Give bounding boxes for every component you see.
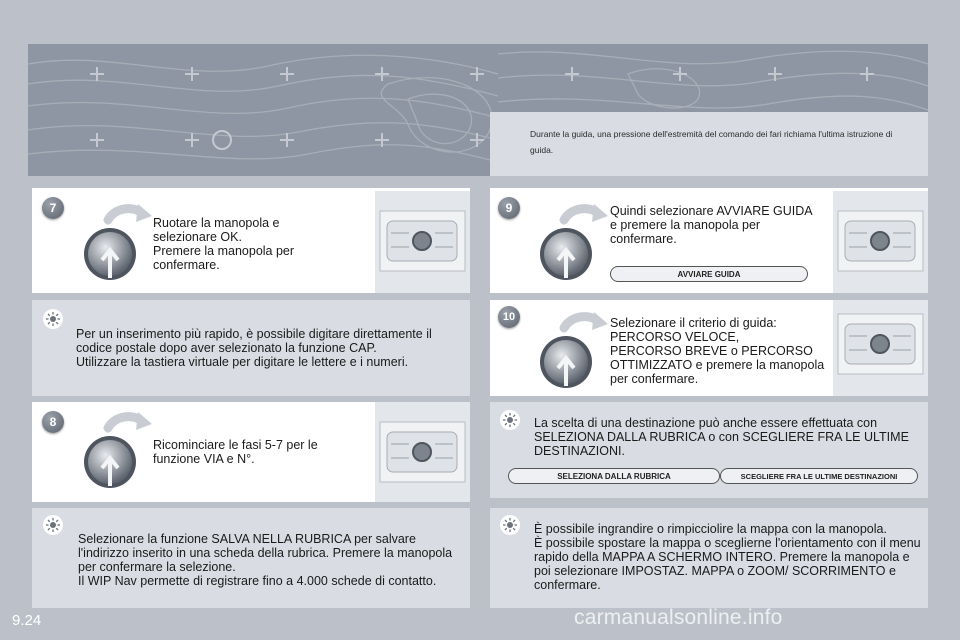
rotary-knob-icon: [80, 410, 160, 490]
radio-unit-icon: [833, 191, 928, 293]
lightbulb-icon: [43, 309, 63, 329]
rotary-knob-icon: [80, 202, 160, 282]
lightbulb-icon: [500, 410, 520, 430]
lightbulb-icon: [43, 515, 63, 535]
step-10-panel: [490, 300, 928, 396]
tip-4-text: È possibile ingrandire o rimpicciolire la mappa con la manopola. È possibile spostare la mappa o sceglierne l'orientamento con il menu rapido della MAPPA A SCHERMO INTERO. Premere la manopola e poi selezionare IMPOSTAZ. MAPPA o ZOOM/ SCORRIMENTO e confermare.: [534, 522, 921, 592]
step-7-panel: [32, 188, 470, 293]
map-note-text: Durante la guida, una pressione dell'estremità del comando dei fari richiama l'ultima istruzione di guida.: [530, 129, 893, 155]
tip-2-text: Selezionare la funzione SALVA NELLA RUBRICA per salvare l'indirizzo inserito in una scheda della rubrica. Premere la manopola per confermare la selezione. Il WIP Nav permette di registrare fino a 4.000 schede di contatto.: [78, 532, 453, 588]
rotary-knob-icon: [536, 310, 616, 390]
step-9-panel: [490, 188, 928, 293]
step-9-badge: 9: [498, 197, 520, 219]
step-10-text: Selezionare il criterio di guida: PERCORSO VELOCE, PERCORSO BREVE o PERCORSO OTTIMIZZATO e premere la manopola per confermare.: [610, 316, 825, 386]
tip-4-panel: [490, 508, 928, 608]
step-9-text: Quindi selezionare AVVIARE GUIDA e premere la manopola per confermare.: [610, 204, 812, 246]
tip-3-panel: [490, 402, 928, 498]
step-7-badge: 7: [42, 197, 64, 219]
radio-unit-icon: [375, 402, 470, 502]
avviare-guida-button[interactable]: AVVIARE GUIDA: [610, 266, 808, 282]
radio-unit-icon: [833, 300, 928, 396]
tip-1-panel: [32, 300, 470, 396]
tip-2-panel: [32, 508, 470, 608]
map-note-box: [490, 112, 928, 176]
rotary-knob-icon: [536, 202, 616, 282]
step-7-text: Ruotare la manopola e selezionare OK. Premere la manopola per confermare.: [153, 216, 295, 272]
tip-1-text: Per un inserimento più rapido, è possibile digitare direttamente il codice postale dopo aver selezionato la funzione CAP. Utilizzare la tastiera virtuale per digitare le lettere e i numeri.: [76, 327, 432, 369]
watermark: carmanualsonline.info: [574, 606, 783, 629]
tip-3-text: La scelta di una destinazione può anche essere effettuata con SELEZIONA DALLA RUBRICA o con SCEGLIERE FRA LE ULTIME DESTINAZIONI.: [534, 416, 909, 458]
page-number: 9.24: [12, 612, 42, 629]
scegliere-ultime-destinazioni-button[interactable]: SCEGLIERE FRA LE ULTIME DESTINAZIONI: [720, 468, 918, 484]
lightbulb-icon: [500, 515, 520, 535]
radio-unit-icon: [375, 191, 470, 293]
step-8-badge: 8: [42, 411, 64, 433]
seleziona-dalla-rubrica-button[interactable]: SELEZIONA DALLA RUBRICA: [508, 468, 720, 484]
step-10-badge: 10: [498, 306, 520, 328]
step-8-panel: [32, 402, 470, 502]
step-8-text: Ricominciare le fasi 5-7 per le funzione VIA e N°.: [153, 438, 318, 466]
